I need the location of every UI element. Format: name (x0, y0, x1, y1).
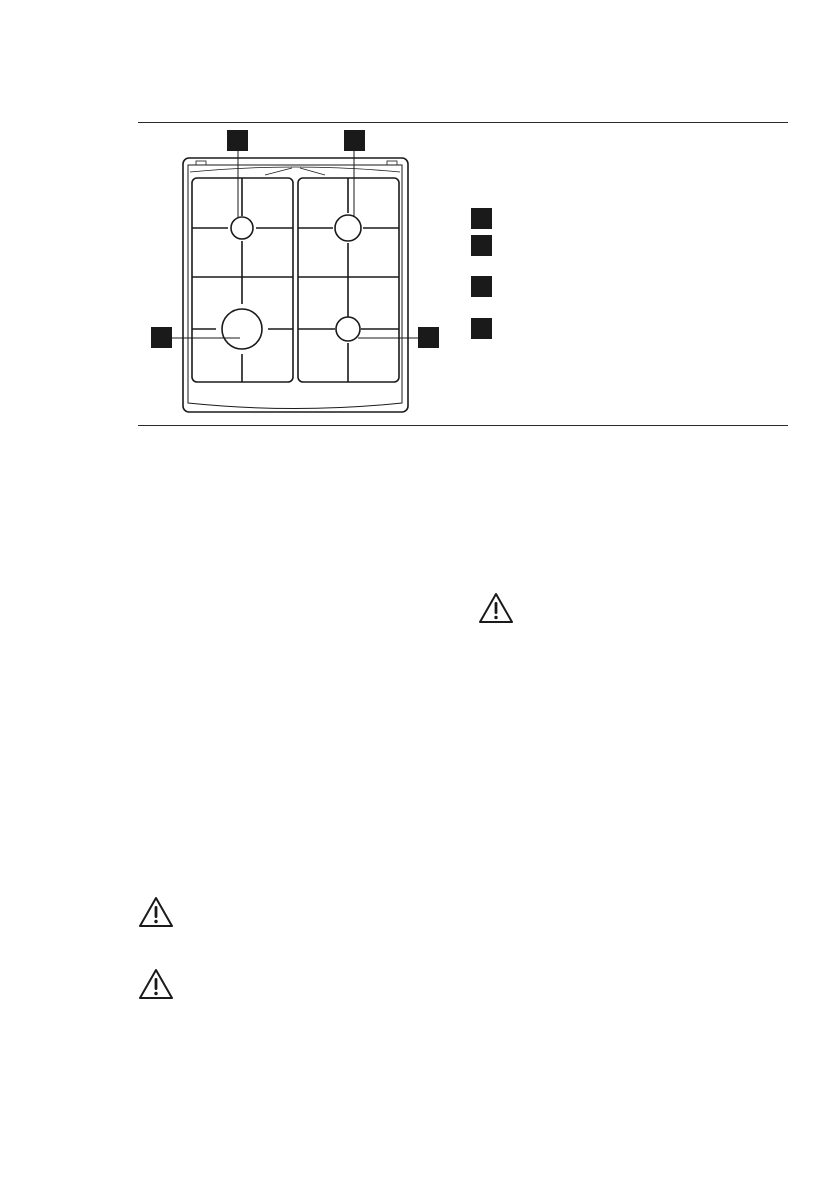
warning-triangle-icon (138, 896, 174, 928)
burner-rapid (222, 309, 262, 349)
warning-triangle-icon (138, 968, 174, 1000)
callout-marker (151, 327, 172, 348)
callout-marker (344, 130, 365, 151)
knob-indicator-left-icon (196, 161, 206, 165)
knob-indicator-right-icon (387, 161, 397, 165)
hob-diagram (0, 0, 840, 440)
warning-triangle-icon (478, 592, 514, 624)
hob-outer-frame (183, 158, 408, 412)
burner-semi-rapid-bottom (336, 317, 360, 341)
legend-marker-1 (471, 208, 492, 229)
burner-auxiliary (231, 217, 253, 239)
burner-semi-rapid-top (335, 215, 361, 241)
hob-back-panel (188, 165, 402, 409)
legend-marker-3 (471, 276, 492, 297)
callout-marker (418, 327, 439, 348)
legend-marker-2 (471, 235, 492, 256)
legend-marker-4 (471, 318, 492, 339)
callout-marker (227, 130, 248, 151)
